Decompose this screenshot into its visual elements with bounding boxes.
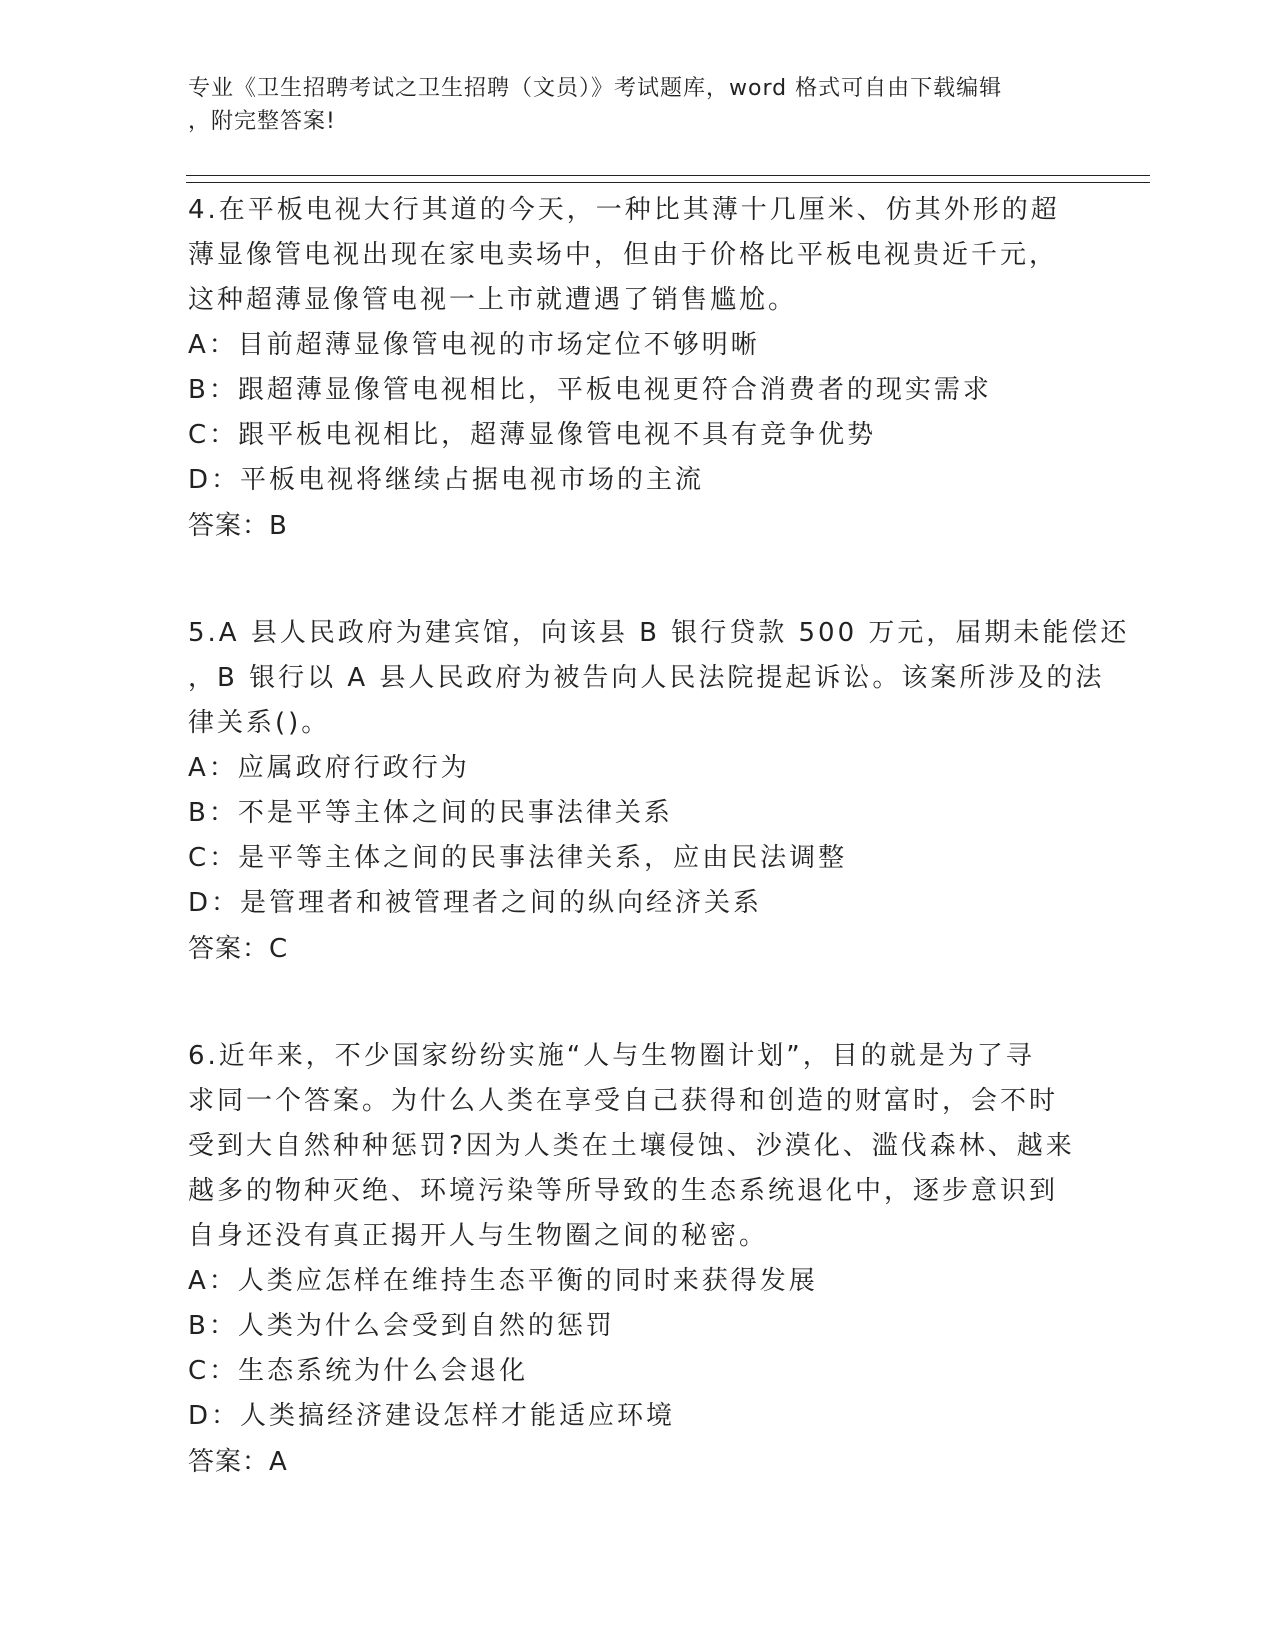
question-line: 4.在平板电视大行其道的今天，一种比其薄十几厘米、仿其外形的超 xyxy=(188,195,1060,225)
question-4 xyxy=(188,188,1088,549)
question-line: 5.A 县人民政府为建宾馆，向该县 B 银行贷款 500 万元，届期未能偿还 xyxy=(188,618,1130,648)
question-list xyxy=(188,188,1130,1485)
question-line: 律关系()。 xyxy=(188,708,331,738)
answer-label: 答案：B xyxy=(188,511,288,541)
header-line: ，附完整答案! xyxy=(188,109,336,134)
question-spacer xyxy=(188,549,1088,611)
question-stem xyxy=(188,611,1130,746)
option-a: A：应属政府行政行为 xyxy=(188,753,470,783)
header-line: 专业《卫生招聘考试之卫生招聘（文员）》考试题库，word 格式可自由下载编辑 xyxy=(188,76,1003,101)
option-b: B：不是平等主体之间的民事法律关系 xyxy=(188,798,673,828)
question-line: 6.近年来，不少国家纷纷实施“人与生物圈计划”，目的就是为了寻 xyxy=(188,1041,1035,1071)
header-divider-bottom xyxy=(186,182,1150,183)
option-b: B：跟超薄显像管电视相比，平板电视更符合消费者的现实需求 xyxy=(188,375,992,405)
option-c: C：生态系统为什么会退化 xyxy=(188,1356,529,1386)
question-line: 这种超薄显像管电视一上市就遭遇了销售尴尬。 xyxy=(188,285,798,315)
header-divider-top xyxy=(186,175,1150,176)
option-c: C：是平等主体之间的民事法律关系，应由民法调整 xyxy=(188,843,848,873)
option-d: D：平板电视将继续占据电视市场的主流 xyxy=(188,465,705,495)
option-c: C：跟平板电视相比，超薄显像管电视不具有竞争优势 xyxy=(188,420,877,450)
option-a: A：人类应怎样在维持生态平衡的同时来获得发展 xyxy=(188,1266,818,1296)
question-5 xyxy=(188,611,1130,972)
question-line: 越多的物种灭绝、环境污染等所导致的生态系统退化中，逐步意识到 xyxy=(188,1176,1059,1206)
option-b: B：人类为什么会受到自然的惩罚 xyxy=(188,1311,615,1341)
option-d: D：人类搞经济建设怎样才能适应环境 xyxy=(188,1401,676,1431)
question-stem xyxy=(188,1034,1088,1259)
question-line: ，B 银行以 A 县人民政府为被告向人民法院提起诉讼。该案所涉及的法 xyxy=(188,663,1105,693)
answer-label: 答案：C xyxy=(188,934,289,964)
question-stem xyxy=(188,188,1088,323)
question-line: 求同一个答案。为什么人类在享受自己获得和创造的财富时，会不时 xyxy=(188,1086,1059,1116)
option-a: A：目前超薄显像管电视的市场定位不够明晰 xyxy=(188,330,760,360)
question-spacer xyxy=(188,972,1088,1034)
document-header xyxy=(188,72,1068,138)
question-6 xyxy=(188,1034,1088,1485)
question-line: 薄显像管电视出现在家电卖场中，但由于价格比平板电视贵近千元， xyxy=(188,240,1059,270)
answer-label: 答案：A xyxy=(188,1447,288,1477)
question-line: 自身还没有真正揭开人与生物圈之间的秘密。 xyxy=(188,1221,769,1251)
option-d: D：是管理者和被管理者之间的纵向经济关系 xyxy=(188,888,763,918)
question-line: 受到大自然种种惩罚?因为人类在土壤侵蚀、沙漠化、滥伐森林、越来 xyxy=(188,1131,1075,1161)
